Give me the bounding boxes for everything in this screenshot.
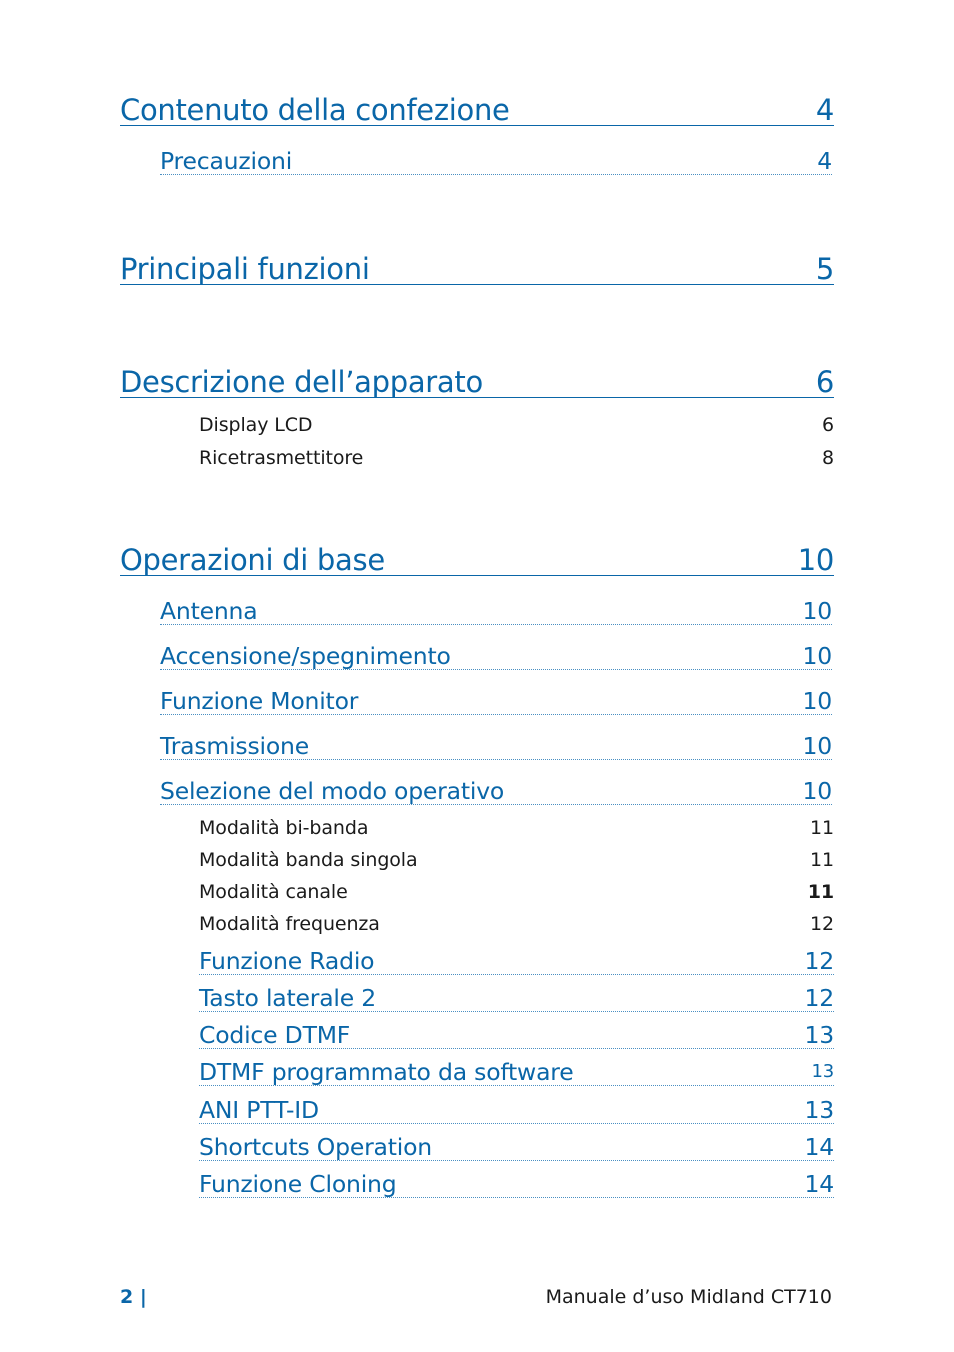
toc-title: Codice DTMF <box>199 1021 351 1049</box>
toc-page: 4 <box>815 93 834 127</box>
toc-title: Antenna <box>160 597 258 625</box>
toc-entry-modalita-banda-singola[interactable] <box>199 847 834 871</box>
toc-entry-display-lcd[interactable] <box>199 412 834 436</box>
toc-entry-contenuto[interactable] <box>120 92 834 126</box>
toc-page: 10 <box>802 687 832 715</box>
toc-page: 12 <box>804 947 834 975</box>
toc-entry-modalita-canale[interactable] <box>199 879 834 903</box>
toc-page: 13 <box>804 1096 834 1124</box>
toc-entry-selezione-modo[interactable] <box>160 775 832 805</box>
toc-page: 10 <box>802 777 832 805</box>
toc-title: Funzione Radio <box>199 947 375 975</box>
toc-entry-ani-ptt-id[interactable] <box>199 1096 834 1124</box>
toc-page: 10 <box>802 642 832 670</box>
toc-title: Operazioni di base <box>120 543 385 577</box>
toc-entry-funzione-monitor[interactable] <box>160 685 832 715</box>
toc-page: 10 <box>802 732 832 760</box>
toc-page: 11 <box>807 881 834 903</box>
toc-page: 12 <box>810 913 834 935</box>
toc-entry-dtmf-programmato[interactable] <box>199 1058 834 1086</box>
toc-title: Funzione Monitor <box>160 687 359 715</box>
toc-title: DTMF programmato da software <box>199 1058 574 1086</box>
toc-title: Modalità frequenza <box>199 913 380 935</box>
toc-title: Accensione/spegnimento <box>160 642 451 670</box>
toc-page: 13 <box>804 1021 834 1049</box>
toc-title: Principali funzioni <box>120 252 370 286</box>
toc-page: 6 <box>815 365 834 399</box>
toc-entry-accensione[interactable] <box>160 640 832 670</box>
toc-page: 10 <box>797 543 834 577</box>
toc-page: 13 <box>811 1061 834 1082</box>
toc-title: Display LCD <box>199 414 313 436</box>
toc-page: 8 <box>822 447 834 469</box>
toc-entry-tasto-laterale-2[interactable] <box>199 984 834 1012</box>
footer-page-number: 2 | <box>120 1286 147 1308</box>
toc-page: 10 <box>802 597 832 625</box>
toc-page: 4 <box>817 147 832 175</box>
toc-entry-modalita-frequenza[interactable] <box>199 911 834 935</box>
toc-title: Descrizione dell’apparato <box>120 365 483 399</box>
toc-entry-funzione-radio[interactable] <box>199 947 834 975</box>
toc-title: Ricetrasmettitore <box>199 447 364 469</box>
toc-entry-ricetrasmettitore[interactable] <box>199 445 834 469</box>
toc-title: Contenuto della confezione <box>120 93 510 127</box>
toc-title: Shortcuts Operation <box>199 1133 432 1161</box>
toc-page: 11 <box>810 817 834 839</box>
toc-page: 12 <box>804 984 834 1012</box>
toc-entry-descrizione[interactable] <box>120 364 834 398</box>
toc-entry-operazioni-di-base[interactable] <box>120 542 834 576</box>
toc-title: Selezione del modo operativo <box>160 777 505 805</box>
toc-title: Tasto laterale 2 <box>199 984 377 1012</box>
toc-title: Trasmissione <box>160 732 309 760</box>
toc-entry-principali-funzioni[interactable] <box>120 251 834 285</box>
toc-title: Modalità banda singola <box>199 849 418 871</box>
toc-title: ANI PTT-ID <box>199 1096 319 1124</box>
toc-page: 5 <box>815 252 834 286</box>
toc-title: Modalità canale <box>199 881 348 903</box>
toc-entry-shortcuts-operation[interactable] <box>199 1133 834 1161</box>
toc-entry-funzione-cloning[interactable] <box>199 1170 834 1198</box>
toc-entry-precauzioni[interactable] <box>160 145 832 175</box>
footer-manual-title: Manuale d’uso Midland CT710 <box>545 1286 832 1308</box>
toc-entry-trasmissione[interactable] <box>160 730 832 760</box>
toc-title: Precauzioni <box>160 147 293 175</box>
toc-entry-modalita-bi-banda[interactable] <box>199 815 834 839</box>
toc-page: 14 <box>804 1170 834 1198</box>
toc-title: Modalità bi-banda <box>199 817 369 839</box>
toc-title: Funzione Cloning <box>199 1170 397 1198</box>
toc-entry-antenna[interactable] <box>160 595 832 625</box>
toc-page: 14 <box>804 1133 834 1161</box>
toc-page: 11 <box>810 849 834 871</box>
toc-entry-codice-dtmf[interactable] <box>199 1021 834 1049</box>
toc-page: 6 <box>822 414 834 436</box>
